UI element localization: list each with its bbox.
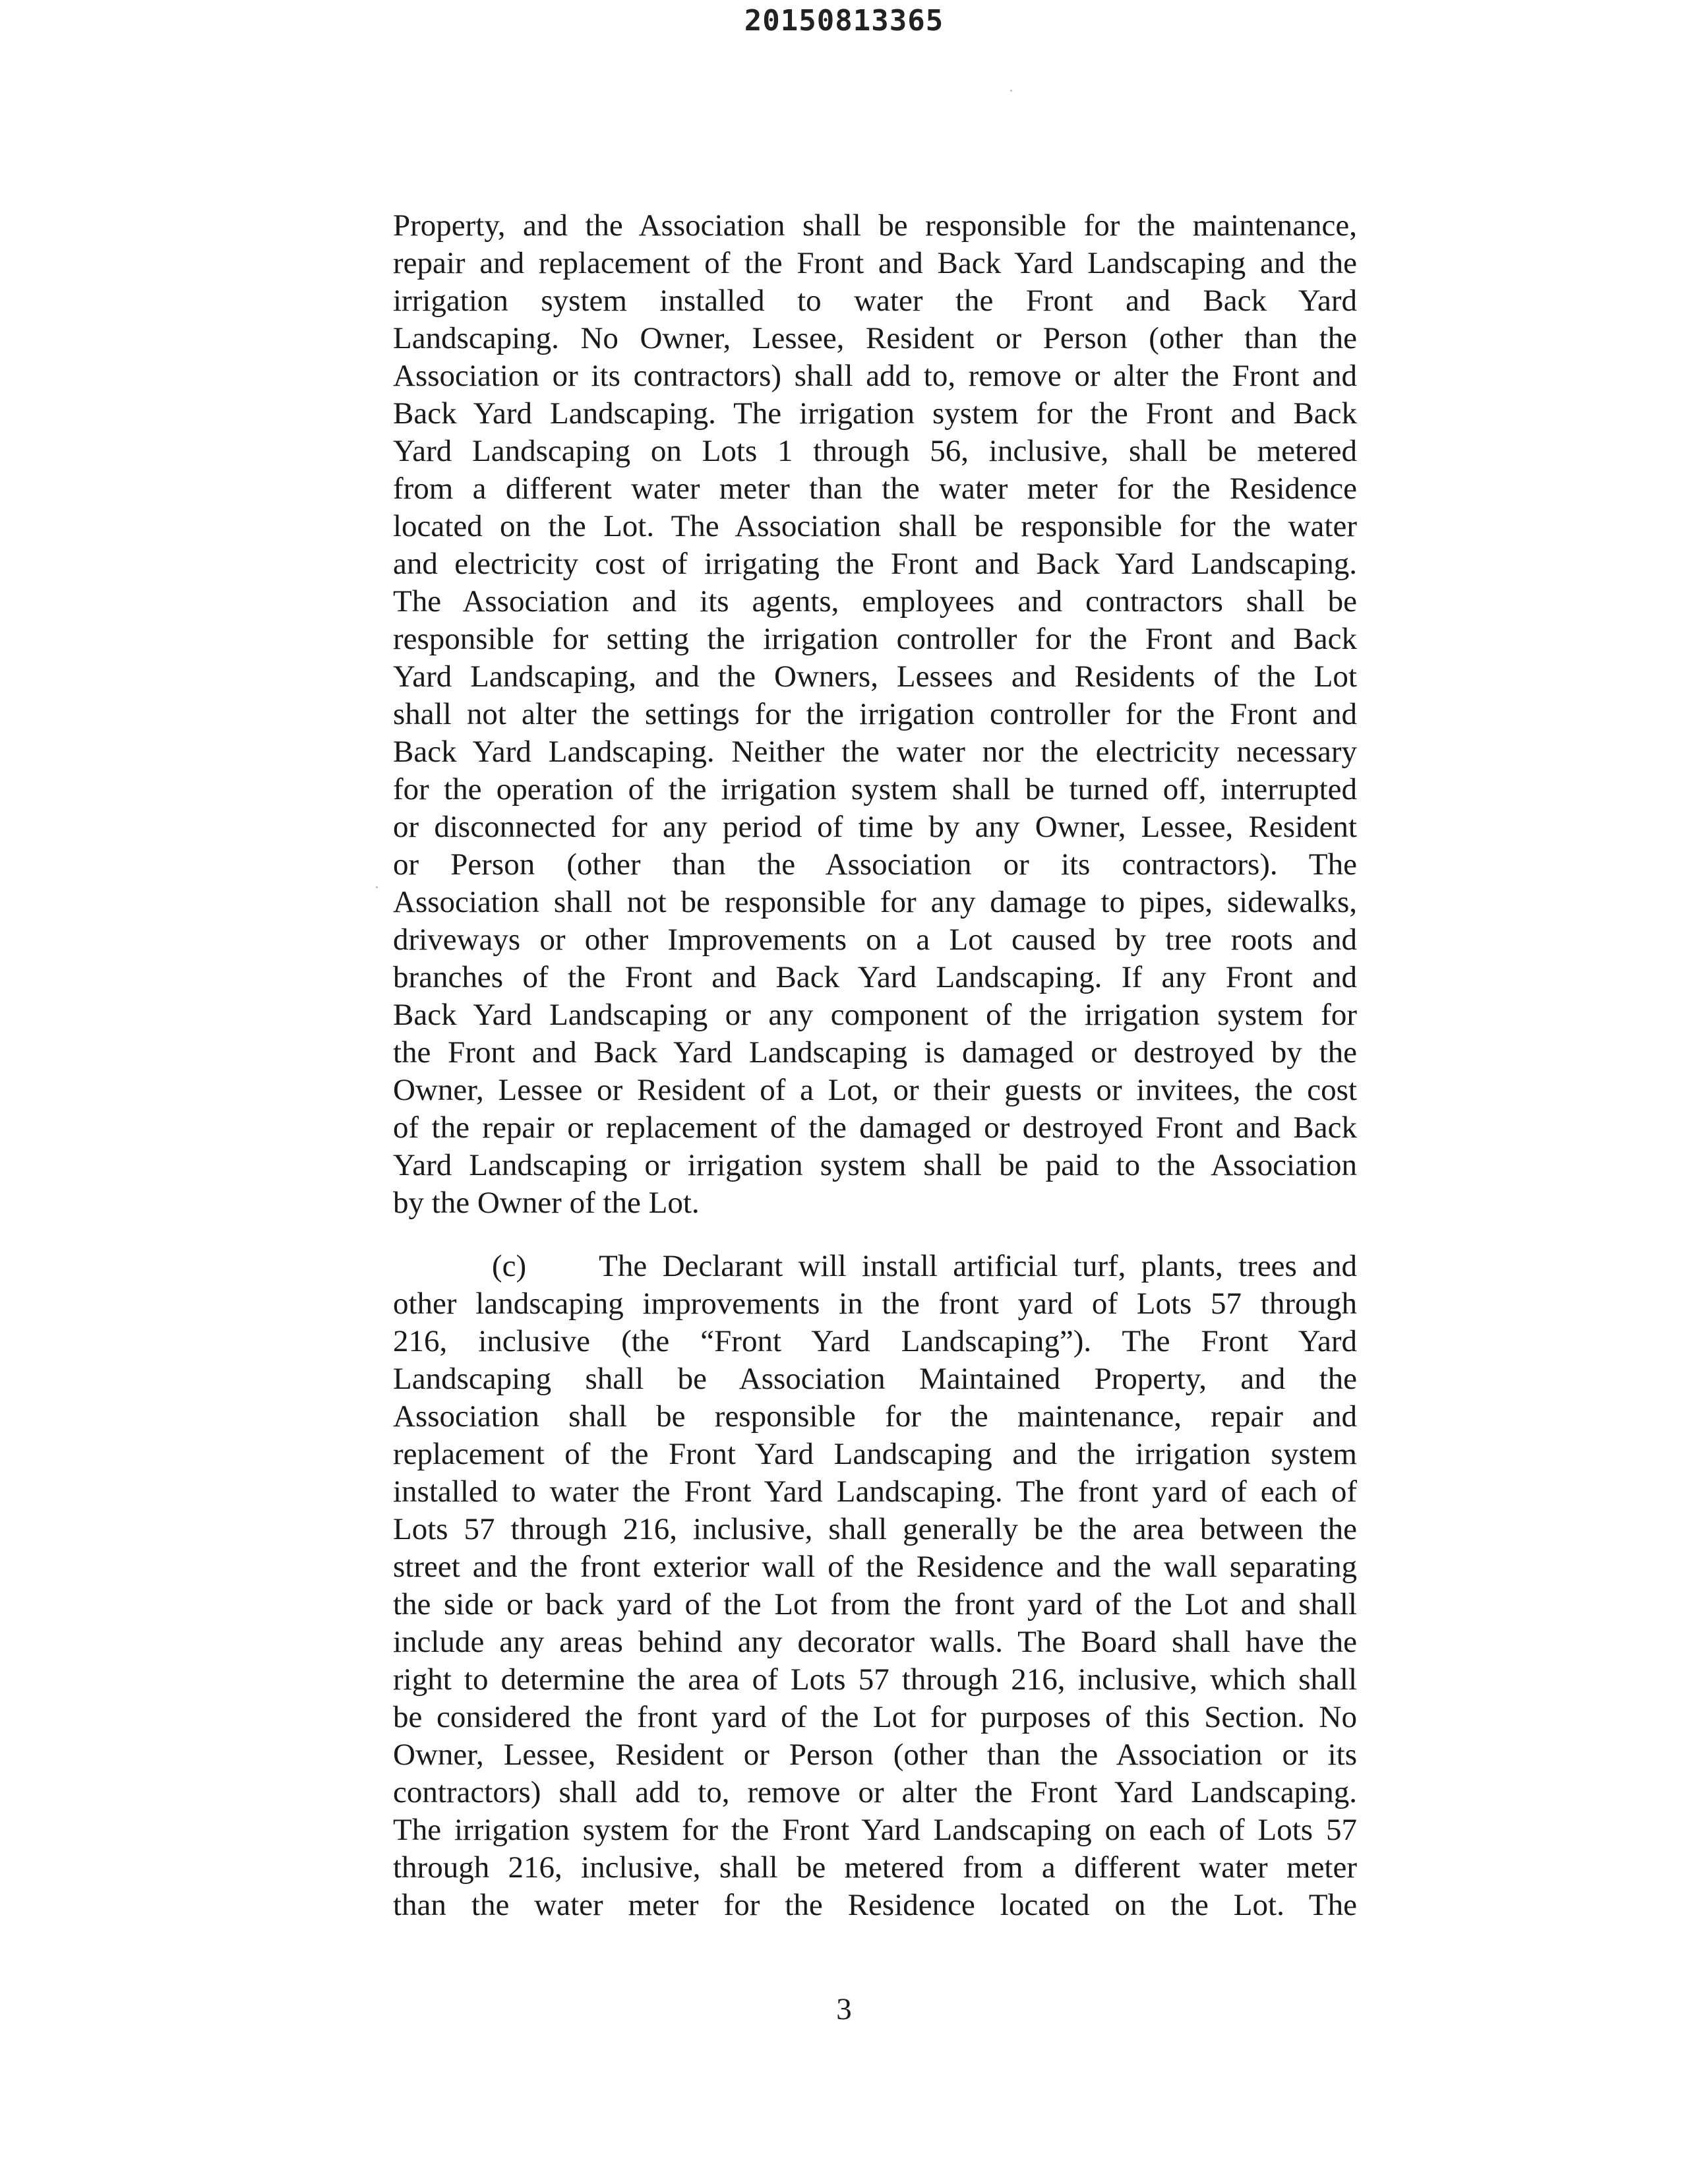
text-line: Yard Landscaping, and the Owners, Lessees and Residents of the Lot	[393, 659, 1357, 694]
text-line: other landscaping improvements in the front yard of Lots 57 through	[393, 1287, 1357, 1321]
text-line: Back Yard Landscaping. Neither the water nor the electricity necessary	[393, 735, 1357, 769]
text-line: Landscaping. No Owner, Lessee, Resident or Person (other than the	[393, 321, 1357, 355]
text-line: through 216, inclusive, shall be metered from a different water meter	[393, 1850, 1357, 1885]
text-line: from a different water meter than the water meter for the Residence	[393, 471, 1357, 506]
text-line: be considered the front yard of the Lot for purposes of this Section. No	[393, 1700, 1357, 1734]
text-line: Lots 57 through 216, inclusive, shall generally be the area between the	[393, 1512, 1357, 1546]
text-line: or disconnected for any period of time by any Owner, Lessee, Resident	[393, 810, 1357, 844]
text-line: The Association and its agents, employees and contractors shall be	[393, 584, 1357, 619]
text-line: Property, and the Association shall be responsible for the maintenance,	[393, 208, 1357, 243]
section-first-text: The Declarant will install artificial turf, plants, trees and	[599, 1249, 1357, 1283]
text-line: street and the front exterior wall of the Residence and the wall separating	[393, 1550, 1357, 1584]
text-line: include any areas behind any decorator walls. The Board shall have the	[393, 1625, 1357, 1659]
indent-spacer	[393, 1248, 492, 1285]
text-line: or Person (other than the Association or its contractors). The	[393, 847, 1357, 882]
text-line: Association shall not be responsible for any damage to pipes, sidewalks,	[393, 885, 1357, 919]
text-line: Association shall be responsible for the maintenance, repair and	[393, 1399, 1357, 1434]
scan-speck	[376, 886, 378, 888]
text-line: Yard Landscaping or irrigation system shall be paid to the Association	[393, 1148, 1357, 1182]
tab-spacer	[526, 1248, 599, 1285]
section-marker: (c)	[492, 1249, 527, 1283]
text-line: Owner, Lessee or Resident of a Lot, or their guests or invitees, the cost	[393, 1073, 1357, 1107]
text-line-first	[393, 1248, 1357, 1285]
text-line: Back Yard Landscaping. The irrigation system for the Front and Back	[393, 396, 1357, 431]
text-line: Owner, Lessee, Resident or Person (other than the Association or its	[393, 1738, 1357, 1772]
text-line: Association or its contractors) shall add to, remove or alter the Front and	[393, 359, 1357, 393]
text-line: contractors) shall add to, remove or alter the Front Yard Landscaping.	[393, 1775, 1357, 1809]
text-line: Yard Landscaping on Lots 1 through 56, inclusive, shall be metered	[393, 434, 1357, 468]
text-line: Back Yard Landscaping or any component of the irrigation system for	[393, 998, 1357, 1032]
page-number: 3	[836, 1992, 852, 2026]
text-line: by the Owner of the Lot.	[393, 1186, 700, 1220]
text-line: responsible for setting the irrigation controller for the Front and Back	[393, 622, 1357, 656]
text-line: and electricity cost of irrigating the Front and Back Yard Landscaping.	[393, 547, 1357, 581]
paragraph-c	[393, 1248, 1357, 1924]
text-line: replacement of the Front Yard Landscaping and the irrigation system	[393, 1437, 1357, 1471]
paragraph-b-continued	[393, 207, 1357, 1222]
text-line: the side or back yard of the Lot from the front yard of the Lot and shall	[393, 1587, 1357, 1622]
text-line: than the water meter for the Residence located on the Lot. The	[393, 1888, 1357, 1922]
scan-speck	[1010, 90, 1012, 92]
text-line: Landscaping shall be Association Maintained Property, and the	[393, 1362, 1357, 1396]
text-line: the Front and Back Yard Landscaping is damaged or destroyed by the	[393, 1035, 1357, 1070]
text-line: shall not alter the settings for the irrigation controller for the Front and	[393, 697, 1357, 731]
text-line: installed to water the Front Yard Landscaping. The front yard of each of	[393, 1474, 1357, 1509]
text-line: branches of the Front and Back Yard Landscaping. If any Front and	[393, 960, 1357, 994]
text-line: repair and replacement of the Front and Back Yard Landscaping and the	[393, 246, 1357, 280]
text-line: of the repair or replacement of the damaged or destroyed Front and Back	[393, 1110, 1357, 1145]
text-line: for the operation of the irrigation system shall be turned off, interrupted	[393, 772, 1357, 806]
text-line: located on the Lot. The Association shall be responsible for the water	[393, 509, 1357, 543]
text-line: driveways or other Improvements on a Lot caused by tree roots and	[393, 923, 1357, 957]
document-number: 20150813365	[744, 4, 944, 38]
text-line: The irrigation system for the Front Yard Landscaping on each of Lots 57	[393, 1813, 1357, 1847]
text-line: irrigation system installed to water the Front and Back Yard	[393, 284, 1357, 318]
text-line: 216, inclusive (the “Front Yard Landscaping”). The Front Yard	[393, 1324, 1357, 1358]
text-line: right to determine the area of Lots 57 through 216, inclusive, which shall	[393, 1662, 1357, 1697]
